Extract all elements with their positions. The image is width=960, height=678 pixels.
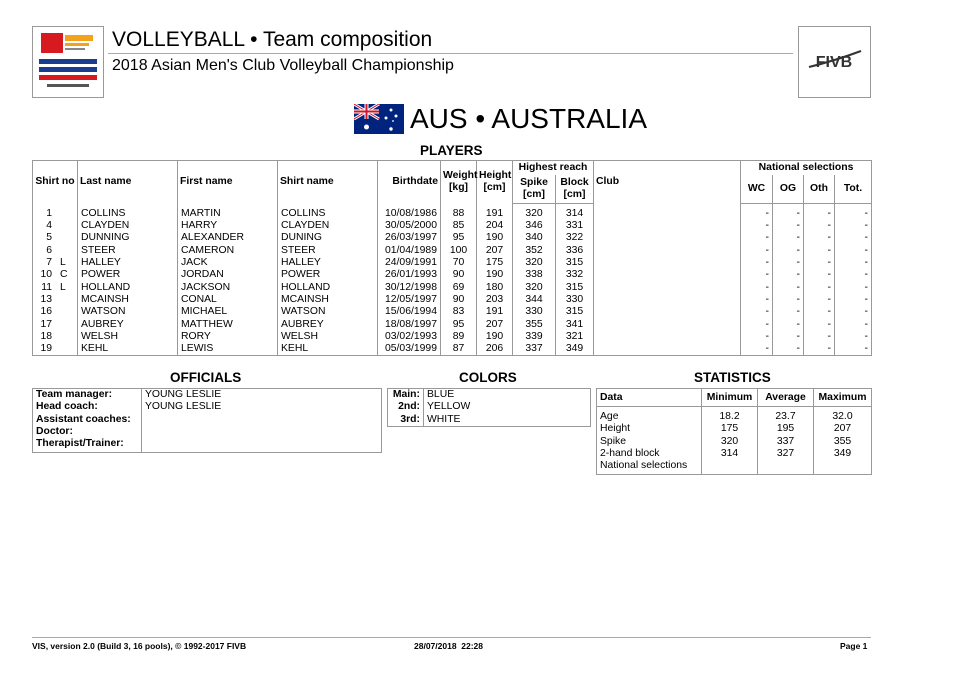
player-height: 203 [477, 294, 513, 306]
stats-avg: 23.7 [758, 407, 814, 424]
colors-section-title: COLORS [459, 370, 517, 385]
official-row [33, 401, 382, 413]
player-shirt-no-cell [33, 343, 78, 356]
player-shirt-no: 18 [40, 330, 52, 342]
player-wc: - [741, 281, 773, 293]
player-wc: - [741, 245, 773, 257]
team-header [354, 102, 647, 136]
player-weight: 88 [441, 204, 477, 221]
officials-table-body [33, 389, 382, 453]
header-tot: Tot. [835, 175, 872, 204]
player-spike: 355 [513, 318, 556, 330]
officials-section-title: OFFICIALS [170, 370, 242, 385]
player-row [33, 331, 872, 343]
player-shirt-no: 6 [46, 244, 52, 256]
player-first-name: JORDAN [178, 269, 278, 281]
player-shirt-no-cell [33, 232, 78, 244]
player-role-marker: C [60, 269, 68, 281]
footer-page-number: Page 1 [840, 641, 868, 651]
player-last-name: MCAINSH [78, 294, 178, 306]
player-shirt-name: CLAYDEN [278, 220, 378, 232]
player-block: 315 [556, 257, 594, 269]
player-last-name: HOLLAND [78, 281, 178, 293]
official-value: YOUNG LESLIE [145, 401, 222, 413]
player-row [33, 318, 872, 330]
player-birthdate: 26/03/1997 [378, 232, 441, 244]
official-row [33, 414, 382, 426]
player-block: 331 [556, 220, 594, 232]
player-weight: 100 [441, 245, 477, 257]
player-block: 336 [556, 245, 594, 257]
player-oth: - [804, 331, 835, 343]
player-club [594, 294, 741, 306]
footer-version: VIS, version 2.0 (Build 3, 16 pools), © 1992-2017 FIVB [32, 641, 247, 651]
footer-divider [32, 637, 871, 638]
player-club [594, 331, 741, 343]
player-birthdate: 01/04/1989 [378, 245, 441, 257]
color-label: Main: [388, 389, 424, 402]
player-shirt-name: AUBREY [278, 318, 378, 330]
player-shirt-no-cell [33, 281, 78, 293]
player-oth: - [804, 281, 835, 293]
player-shirt-name: KEHL [278, 343, 378, 356]
header-og: OG [773, 175, 804, 204]
color-value: WHITE [427, 413, 461, 425]
player-birthdate: 03/02/1993 [378, 331, 441, 343]
player-weight: 85 [441, 220, 477, 232]
player-row [33, 343, 872, 356]
header-oth: Oth [804, 175, 835, 204]
official-row [33, 426, 382, 438]
australia-flag-icon [354, 104, 404, 134]
player-height: 175 [477, 257, 513, 269]
player-shirt-no: 13 [40, 293, 52, 305]
player-og: - [773, 331, 804, 343]
header-height: Height [cm] [477, 161, 513, 204]
player-height: 190 [477, 232, 513, 244]
player-shirt-no-cell [33, 318, 78, 330]
player-block: 322 [556, 232, 594, 244]
stats-label: Age [597, 407, 702, 424]
player-tot: - [835, 294, 872, 306]
player-spike: 330 [513, 306, 556, 318]
player-spike: 320 [513, 281, 556, 293]
player-wc: - [741, 220, 773, 232]
player-shirt-no-cell [33, 294, 78, 306]
player-shirt-name: COLLINS [278, 204, 378, 221]
player-og: - [773, 306, 804, 318]
player-club [594, 269, 741, 281]
player-weight: 89 [441, 331, 477, 343]
player-club [594, 257, 741, 269]
official-value [142, 414, 382, 426]
player-oth: - [804, 269, 835, 281]
stats-max: 349 [833, 447, 852, 459]
player-oth: - [804, 220, 835, 232]
player-oth: - [804, 245, 835, 257]
player-shirt-no-cell [33, 204, 78, 221]
header-wc: WC [741, 175, 773, 204]
player-shirt-no: 10 [40, 269, 52, 281]
header-weight: Weight [kg] [441, 161, 477, 204]
player-last-name: KEHL [78, 343, 178, 356]
stats-header-min: Minimum [702, 389, 758, 407]
stats-max: 32.0 [832, 411, 853, 422]
player-shirt-no: 1 [46, 207, 52, 219]
player-shirt-name: WELSH [278, 331, 378, 343]
player-club [594, 232, 741, 244]
players-table-body [33, 204, 872, 356]
official-label: Therapist/Trainer: [33, 438, 142, 453]
player-last-name: AUBREY [78, 318, 178, 330]
player-spike: 338 [513, 269, 556, 281]
player-wc: - [741, 306, 773, 318]
header-highest-reach: Highest reach [513, 161, 594, 175]
officials-table [32, 388, 382, 453]
official-label: Doctor: [33, 426, 142, 438]
player-club [594, 204, 741, 221]
fivb-logo-icon [799, 27, 870, 97]
stats-avg: 327 [758, 448, 814, 460]
stats-label: 2-hand block [597, 448, 702, 460]
player-shirt-no: 16 [40, 306, 52, 318]
header-club: Club [594, 161, 741, 204]
player-block: 315 [556, 281, 594, 293]
player-weight: 69 [441, 281, 477, 293]
player-shirt-name: WATSON [278, 306, 378, 318]
color-value: YELLOW [427, 401, 471, 413]
player-block: 314 [556, 204, 594, 221]
player-spike: 320 [513, 257, 556, 269]
player-club [594, 343, 741, 356]
stats-header-max: Maximum [814, 389, 872, 407]
stats-min: 320 [702, 436, 758, 448]
official-value: YOUNG LESLIE [145, 389, 222, 400]
player-height: 207 [477, 318, 513, 330]
player-oth: - [804, 294, 835, 306]
player-shirt-name: POWER [278, 269, 378, 281]
player-height: 191 [477, 204, 513, 221]
player-wc: - [741, 294, 773, 306]
colors-table [387, 388, 591, 427]
player-row [33, 204, 872, 221]
player-spike: 337 [513, 343, 556, 356]
player-last-name: WATSON [78, 306, 178, 318]
player-tot: - [835, 204, 872, 221]
player-og: - [773, 318, 804, 330]
player-birthdate: 30/12/1998 [378, 281, 441, 293]
player-tot: - [835, 245, 872, 257]
statistics-table [596, 388, 872, 475]
header-first-name: First name [178, 161, 278, 204]
player-spike: 352 [513, 245, 556, 257]
player-birthdate: 24/09/1991 [378, 257, 441, 269]
player-tot: - [835, 269, 872, 281]
player-wc: - [741, 331, 773, 343]
footer-datetime: 28/07/2018 22:28 [414, 641, 484, 651]
color-row [388, 401, 591, 413]
page-title: VOLLEYBALL • Team composition [112, 28, 433, 51]
player-block: 349 [556, 343, 594, 356]
player-og: - [773, 245, 804, 257]
player-shirt-no: 17 [40, 318, 52, 330]
player-wc: - [741, 269, 773, 281]
stats-label: National selections [597, 460, 702, 475]
player-spike: 340 [513, 232, 556, 244]
official-row [33, 389, 382, 402]
colors-table-body [388, 389, 591, 427]
color-label: 3rd: [388, 414, 424, 427]
stats-max: 355 [833, 435, 852, 447]
player-row [33, 269, 872, 281]
stats-avg: 337 [758, 436, 814, 448]
player-shirt-no-cell [33, 331, 78, 343]
official-row [33, 438, 382, 453]
header-national-selections: National selections [741, 161, 872, 175]
player-last-name: DUNNING [78, 232, 178, 244]
player-og: - [773, 220, 804, 232]
page-subtitle: 2018 Asian Men's Club Volleyball Championship [112, 57, 454, 74]
player-og: - [773, 281, 804, 293]
color-label: 2nd: [388, 401, 424, 413]
player-club [594, 245, 741, 257]
player-shirt-no: 19 [40, 342, 52, 354]
player-birthdate: 12/05/1997 [378, 294, 441, 306]
header-spike: Spike [cm] [513, 175, 556, 204]
player-first-name: LEWIS [178, 343, 278, 356]
player-shirt-no-cell [33, 220, 78, 232]
player-wc: - [741, 318, 773, 330]
color-row [388, 414, 591, 427]
official-label: Team manager: [33, 389, 142, 402]
player-shirt-no-cell [33, 245, 78, 257]
player-height: 206 [477, 343, 513, 356]
player-last-name: HALLEY [78, 257, 178, 269]
player-row [33, 281, 872, 293]
player-block: 315 [556, 306, 594, 318]
player-club [594, 306, 741, 318]
stats-max [814, 460, 872, 475]
title-divider [108, 53, 793, 54]
player-og: - [773, 257, 804, 269]
header-last-name: Last name [78, 161, 178, 204]
stats-max: 207 [833, 423, 852, 435]
player-row [33, 220, 872, 232]
player-tot: - [835, 306, 872, 318]
team-name: AUS • AUSTRALIA [410, 103, 647, 134]
player-row [33, 294, 872, 306]
fivb-logo-text: FIVB [815, 54, 853, 71]
player-og: - [773, 343, 804, 356]
player-tot: - [835, 331, 872, 343]
player-first-name: CAMERON [178, 245, 278, 257]
stats-row [597, 407, 872, 424]
player-og: - [773, 204, 804, 221]
fivb-logo [798, 26, 871, 98]
header-birthdate: Birthdate [378, 161, 441, 204]
player-height: 190 [477, 331, 513, 343]
player-weight: 87 [441, 343, 477, 356]
player-first-name: ALEXANDER [178, 232, 278, 244]
player-og: - [773, 269, 804, 281]
player-tot: - [835, 220, 872, 232]
player-spike: 344 [513, 294, 556, 306]
player-first-name: HARRY [178, 220, 278, 232]
player-role-marker: L [60, 281, 66, 293]
player-birthdate: 10/08/1986 [378, 204, 441, 221]
player-club [594, 318, 741, 330]
player-first-name: MICHAEL [178, 306, 278, 318]
stats-avg [758, 460, 814, 475]
player-shirt-no: 5 [46, 232, 52, 244]
player-wc: - [741, 232, 773, 244]
player-first-name: CONAL [178, 294, 278, 306]
player-block: 332 [556, 269, 594, 281]
player-oth: - [804, 318, 835, 330]
header-block: Block [cm] [556, 175, 594, 204]
player-birthdate: 30/05/2000 [378, 220, 441, 232]
player-role-marker: L [60, 257, 66, 269]
players-table [32, 160, 872, 356]
color-row [388, 389, 591, 402]
player-height: 204 [477, 220, 513, 232]
player-height: 191 [477, 306, 513, 318]
player-shirt-no-cell [33, 257, 78, 269]
player-last-name: WELSH [78, 331, 178, 343]
player-birthdate: 05/03/1999 [378, 343, 441, 356]
player-wc: - [741, 343, 773, 356]
players-section-title: PLAYERS [420, 143, 483, 158]
stats-avg: 195 [758, 423, 814, 435]
player-shirt-no-cell [33, 306, 78, 318]
stats-row [597, 448, 872, 460]
player-row [33, 232, 872, 244]
stats-min: 18.2 [702, 407, 758, 424]
player-birthdate: 18/08/1997 [378, 318, 441, 330]
player-last-name: COLLINS [78, 204, 178, 221]
player-shirt-no-cell [33, 269, 78, 281]
player-tot: - [835, 318, 872, 330]
player-oth: - [804, 306, 835, 318]
player-oth: - [804, 232, 835, 244]
player-birthdate: 26/01/1993 [378, 269, 441, 281]
player-weight: 70 [441, 257, 477, 269]
player-first-name: MARTIN [178, 204, 278, 221]
player-row [33, 245, 872, 257]
player-tot: - [835, 257, 872, 269]
player-height: 180 [477, 281, 513, 293]
player-block: 341 [556, 318, 594, 330]
player-shirt-name: STEER [278, 245, 378, 257]
player-weight: 95 [441, 318, 477, 330]
official-label: Assistant coaches: [33, 414, 142, 426]
player-spike: 339 [513, 331, 556, 343]
player-shirt-name: HALLEY [278, 257, 378, 269]
player-spike: 346 [513, 220, 556, 232]
player-tot: - [835, 281, 872, 293]
stats-row [597, 460, 872, 475]
player-row [33, 257, 872, 269]
player-shirt-no: 7 [46, 257, 52, 269]
player-shirt-name: HOLLAND [278, 281, 378, 293]
player-og: - [773, 294, 804, 306]
stats-row [597, 436, 872, 448]
player-tot: - [835, 343, 872, 356]
player-tot: - [835, 232, 872, 244]
player-club [594, 220, 741, 232]
official-value [142, 438, 382, 453]
header-shirt-name: Shirt name [278, 161, 378, 204]
stats-min: 175 [702, 423, 758, 435]
player-club [594, 281, 741, 293]
player-block: 330 [556, 294, 594, 306]
player-wc: - [741, 257, 773, 269]
player-weight: 95 [441, 232, 477, 244]
player-weight: 90 [441, 269, 477, 281]
statistics-table-body [597, 407, 872, 475]
player-oth: - [804, 204, 835, 221]
player-last-name: STEER [78, 245, 178, 257]
player-spike: 320 [513, 204, 556, 221]
event-logo [32, 26, 104, 98]
player-row [33, 306, 872, 318]
event-logo-icon [33, 27, 103, 97]
official-value [142, 426, 382, 438]
player-shirt-name: MCAINSH [278, 294, 378, 306]
player-first-name: JACKSON [178, 281, 278, 293]
player-wc: - [741, 204, 773, 221]
player-oth: - [804, 257, 835, 269]
stats-header-data: Data [597, 389, 702, 407]
official-label: Head coach: [33, 401, 142, 413]
player-shirt-name: DUNING [278, 232, 378, 244]
player-first-name: JACK [178, 257, 278, 269]
player-height: 207 [477, 245, 513, 257]
player-weight: 90 [441, 294, 477, 306]
player-shirt-no: 4 [46, 220, 52, 232]
stats-min [702, 460, 758, 475]
stats-row [597, 423, 872, 435]
color-value: BLUE [427, 389, 455, 400]
player-birthdate: 15/06/1994 [378, 306, 441, 318]
stats-min: 314 [702, 448, 758, 460]
stats-header-avg: Average [758, 389, 814, 407]
player-shirt-no: 11 [41, 281, 52, 293]
player-oth: - [804, 343, 835, 356]
player-first-name: MATTHEW [178, 318, 278, 330]
player-last-name: POWER [78, 269, 178, 281]
header-shirt-no: Shirt no [33, 161, 78, 204]
player-og: - [773, 232, 804, 244]
statistics-section-title: STATISTICS [694, 370, 771, 385]
player-last-name: CLAYDEN [78, 220, 178, 232]
player-first-name: RORY [178, 331, 278, 343]
player-block: 321 [556, 331, 594, 343]
stats-label: Spike [597, 436, 702, 448]
stats-label: Height [597, 423, 702, 435]
player-weight: 83 [441, 306, 477, 318]
player-height: 190 [477, 269, 513, 281]
